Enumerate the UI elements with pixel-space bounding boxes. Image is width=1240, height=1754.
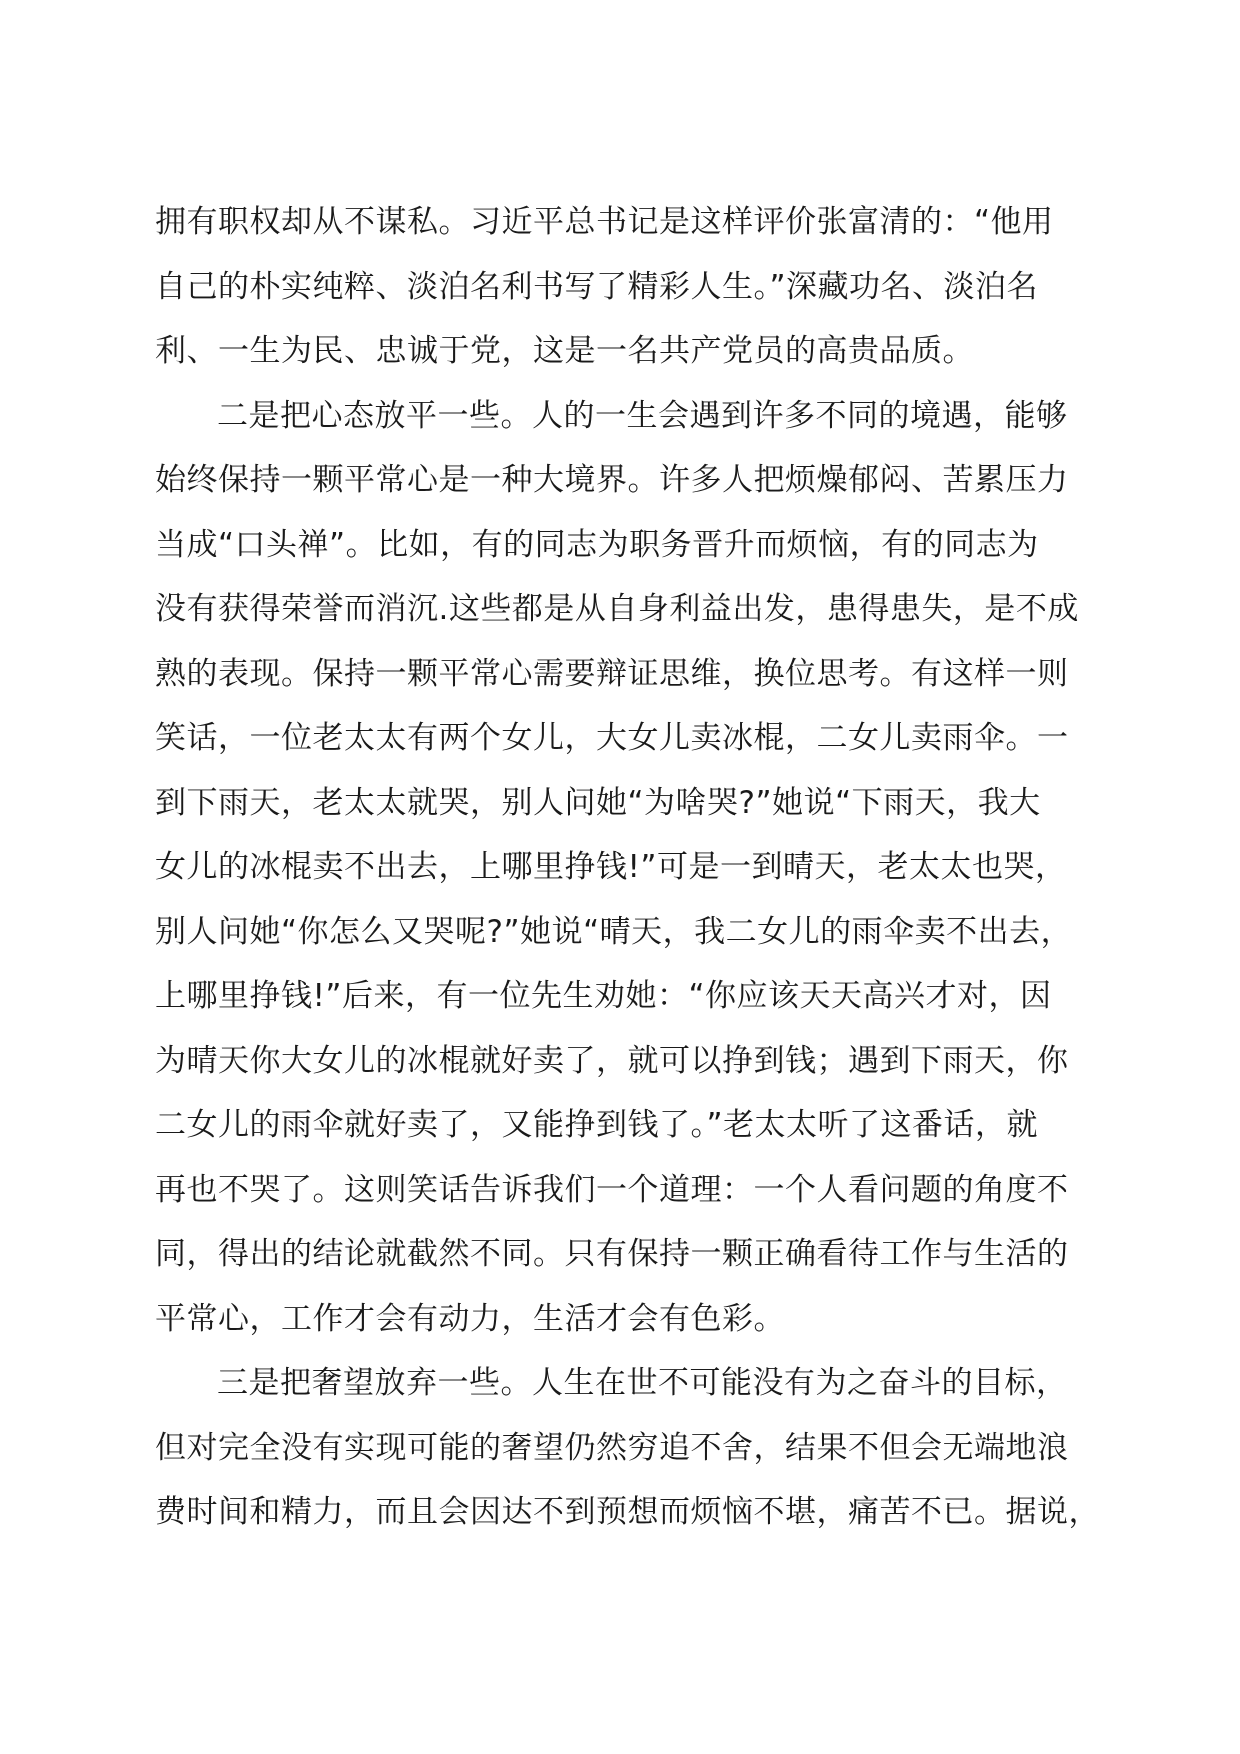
text-line: 再也不哭了。这则笑话告诉我们一个道理：一个人看问题的角度不 bbox=[155, 1171, 1069, 1208]
text-line: 费时间和精力，而且会因达不到预想而烦恼不堪，痛苦不已。据说， bbox=[155, 1494, 1100, 1530]
text-line: 没有获得荣誉而消沉.这些都是从自身利益出发，患得患失，是不成 bbox=[155, 591, 1079, 627]
paragraph-start-line: 二是把心态放平一些。人的一生会遇到许多不同的境遇，能够 bbox=[217, 397, 1068, 434]
text-line: 利、一生为民、忠诚于党，这是一名共产党员的高贵品质。 bbox=[155, 333, 974, 369]
text-line: 上哪里挣钱!”后来，有一位先生劝她：“你应该天天高兴才对，因 bbox=[155, 978, 1052, 1014]
paragraph-start-line: 三是把奢望放弃一些。人生在世不可能没有为之奋斗的目标， bbox=[217, 1365, 1068, 1401]
text-line: 笑话，一位老太太有两个女儿，大女儿卖冰棍，二女儿卖雨伞。一 bbox=[155, 720, 1069, 756]
text-line: 自己的朴实纯粹、淡泊名利书写了精彩人生。”深藏功名、淡泊名 bbox=[155, 268, 1039, 305]
text-line: 到下雨天，老太太就哭，别人问她“为啥哭?”她说“下雨天，我大 bbox=[155, 784, 1041, 821]
text-line: 熟的表现。保持一颗平常心需要辩证思维，换位思考。有这样一则 bbox=[155, 655, 1069, 692]
text-line: 但对完全没有实现可能的奢望仍然穷追不舍，结果不但会无端地浪 bbox=[155, 1429, 1069, 1466]
text-line: 平常心，工作才会有动力，生活才会有色彩。 bbox=[155, 1300, 785, 1337]
text-line: 女儿的冰棍卖不出去，上哪里挣钱!”可是一到晴天，老太太也哭， bbox=[155, 849, 1067, 885]
body-text bbox=[155, 190, 1100, 1545]
text-line: 拥有职权却从不谋私。习近平总书记是这样评价张富清的：“他用 bbox=[155, 204, 1054, 240]
text-line: 始终保持一颗平常心是一种大境界。许多人把烦燥郁闷、苦累压力 bbox=[155, 462, 1069, 498]
text-line: 当成“口头禅”。比如，有的同志为职务晋升而烦恼，有的同志为 bbox=[155, 526, 1039, 563]
text-line: 别人问她“你怎么又哭呢?”她说“晴天，我二女儿的雨伞卖不出去， bbox=[155, 913, 1073, 950]
text-line: 二女儿的雨伞就好卖了，又能挣到钱了。”老太太听了这番话，就 bbox=[155, 1107, 1039, 1143]
text-line: 同，得出的结论就截然不同。只有保持一颗正确看待工作与生活的 bbox=[155, 1236, 1069, 1272]
text-line: 为晴天你大女儿的冰棍就好卖了，就可以挣到钱；遇到下雨天，你 bbox=[155, 1042, 1069, 1079]
